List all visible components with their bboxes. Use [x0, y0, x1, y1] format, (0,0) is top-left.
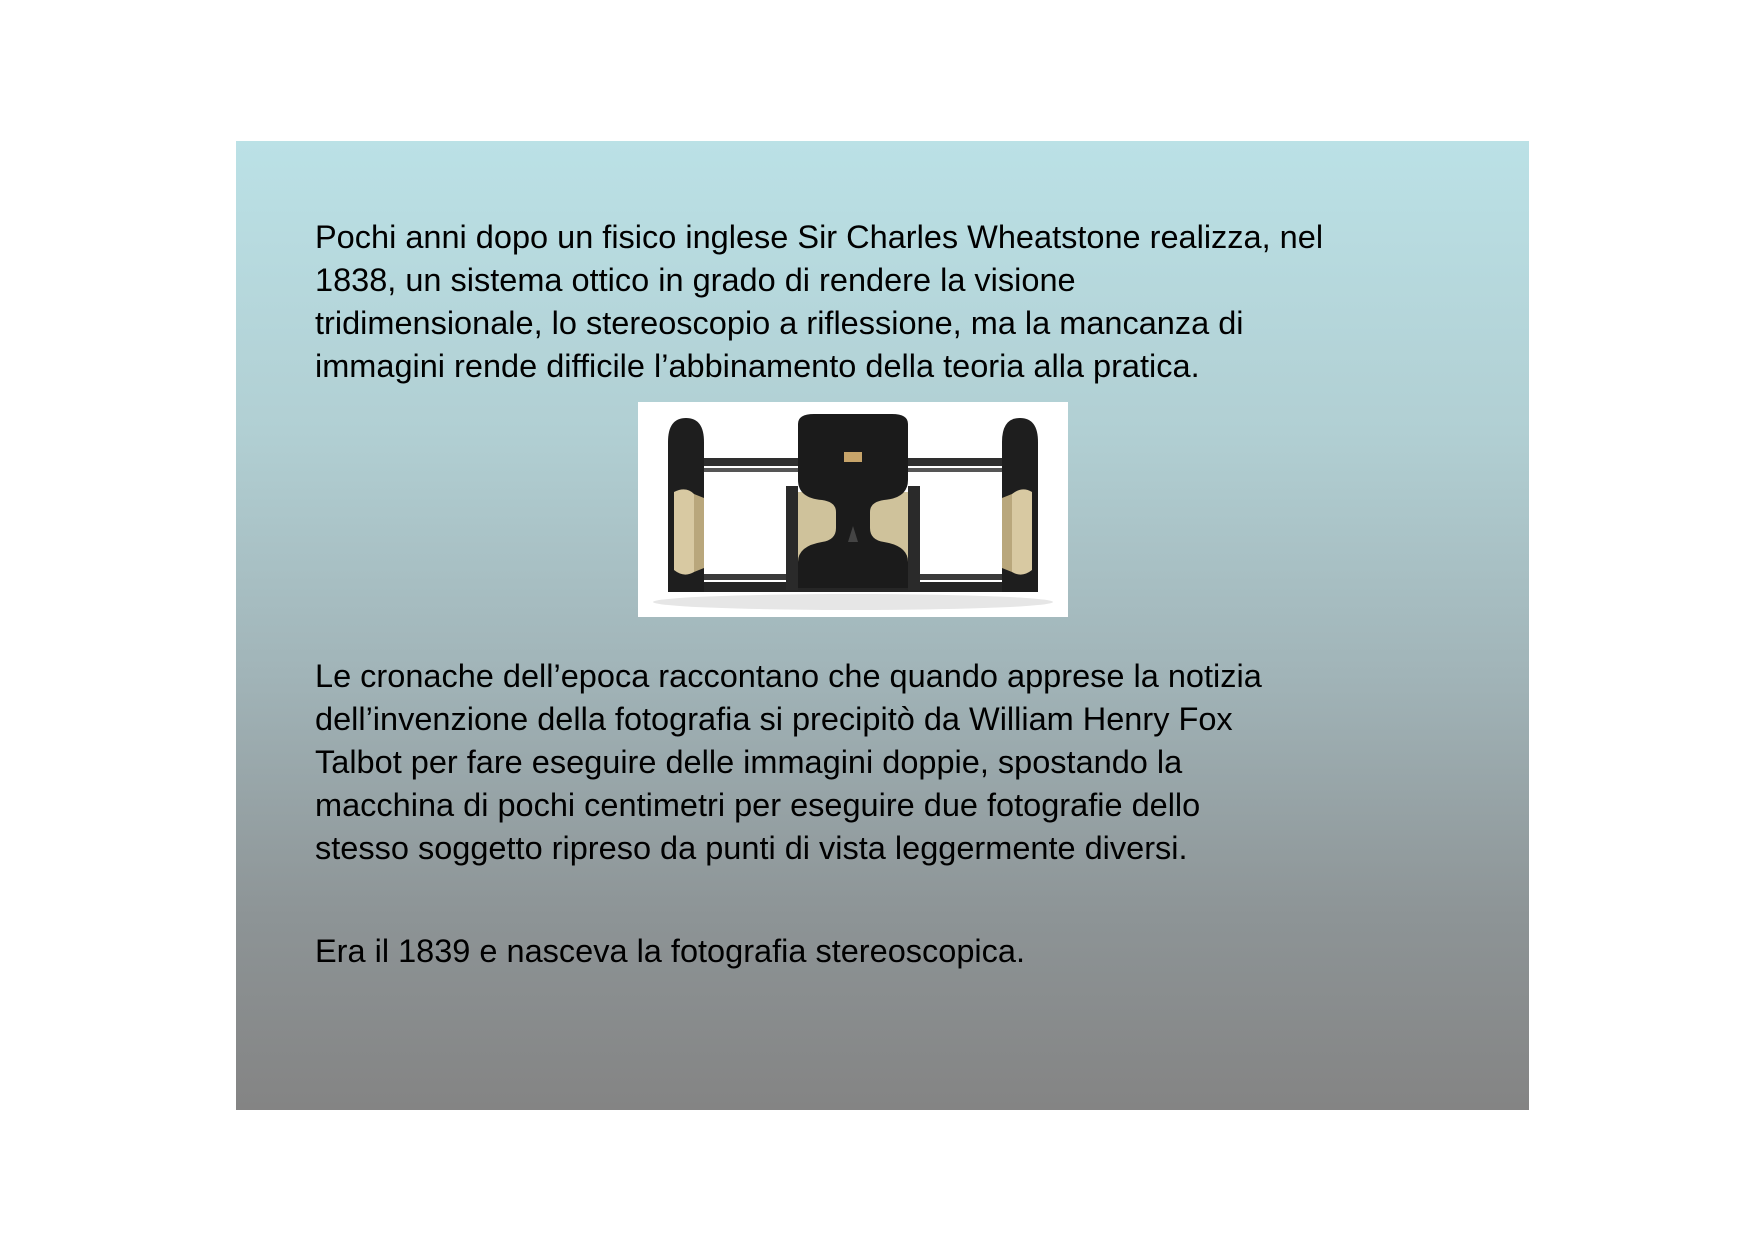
text-line: Le cronache dell’epoca raccontano che quando apprese la notizia: [315, 658, 1262, 694]
text-line: Talbot per fare eseguire delle immagini doppie, spostando la: [315, 744, 1183, 780]
text-line: dell’invenzione della fotografia si precipitò da William Henry Fox: [315, 701, 1233, 737]
text-line: macchina di pochi centimetri per eseguire due fotografie dello: [315, 787, 1201, 823]
paragraph-conclusion: [315, 930, 1512, 973]
stereoscope-photo: [638, 402, 1068, 617]
text-line: Era il 1839 e nasceva la fotografia stereoscopica.: [315, 933, 1026, 969]
text-line: stesso soggetto ripreso da punti di vista leggermente diversi.: [315, 830, 1188, 866]
text-line: Pochi anni dopo un fisico inglese Sir Charles Wheatstone realizza, nel: [315, 219, 1324, 255]
paragraph-cronache: [315, 655, 1512, 870]
text-line: tridimensionale, lo stereoscopio a riflessione, ma la mancanza di: [315, 305, 1244, 341]
text-line: 1838, un sistema ottico in grado di rendere la visione: [315, 262, 1076, 298]
text-line: immagini rende difficile l’abbinamento della teoria alla pratica.: [315, 348, 1200, 384]
paragraph-wheatstone: [315, 216, 1512, 388]
